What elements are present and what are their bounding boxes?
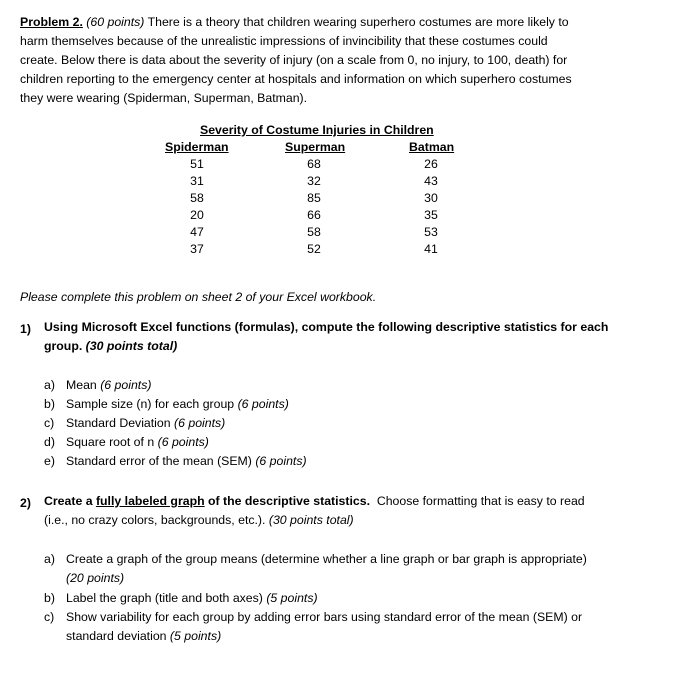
- column-header-superman: Superman: [285, 140, 346, 154]
- list-item: [44, 395, 289, 414]
- q2-total-points: (30 points total): [268, 513, 354, 527]
- list-points: (6 points): [157, 435, 209, 449]
- list-item: [44, 414, 226, 433]
- list-text: Show variability for each group by adding error bars using standard error of the mean (SEM) or: [66, 610, 583, 624]
- list-text: Standard error of the mean (SEM): [66, 454, 256, 468]
- list-letter: a): [44, 378, 55, 392]
- list-letter: d): [44, 435, 55, 449]
- table-cell: 51: [190, 157, 204, 171]
- q2-line-1-emphasis: fully labeled graph: [95, 494, 205, 508]
- list-item: [44, 589, 318, 608]
- intro-line-1: [20, 13, 610, 32]
- column-header-spiderman: Spiderman: [165, 140, 229, 154]
- list-points: (6 points): [237, 397, 289, 411]
- list-item: [44, 376, 152, 395]
- q2-line-1-a: Create a: [44, 494, 96, 508]
- intro-line-5: they were wearing (Spiderman, Superman, Batman).: [20, 91, 308, 105]
- list-points: (6 points): [100, 378, 152, 392]
- list-item: [44, 608, 583, 627]
- list-text: Square root of n: [66, 435, 158, 449]
- intro-line-2: harm themselves because of the unrealistic impressions of invincibility that these costumes could: [20, 34, 548, 48]
- table-cell: 30: [424, 191, 438, 205]
- list-item: [44, 550, 587, 569]
- q2-number: 2): [20, 496, 31, 510]
- excel-note: Please complete this problem on sheet 2 of your Excel workbook.: [20, 290, 377, 304]
- table-cell: 31: [190, 174, 204, 188]
- list-points: (5 points): [169, 629, 222, 643]
- q1-total-points: (30 points total): [82, 339, 178, 353]
- q2-line-1-c: of the descriptive statistics.: [204, 494, 370, 508]
- q2-line-2-a: (i.e., no crazy colors, backgrounds, etc.).: [44, 513, 269, 527]
- list-points: (20 points): [66, 571, 125, 585]
- table-cell: 66: [307, 208, 321, 222]
- intro-line-4: children reporting to the emergency center at hospitals and information on which superhero costumes: [20, 72, 572, 86]
- list-text: Sample size (n) for each group: [66, 397, 238, 411]
- table-cell: 41: [424, 242, 438, 256]
- list-text: Mean: [66, 378, 101, 392]
- list-letter: c): [44, 610, 55, 624]
- q2-line-1: [44, 492, 585, 511]
- table-cell: 32: [307, 174, 321, 188]
- list-letter: b): [44, 397, 55, 411]
- column-header-batman: Batman: [409, 140, 455, 154]
- list-letter: c): [44, 416, 55, 430]
- list-text: Standard Deviation: [66, 416, 175, 430]
- list-letter: b): [44, 591, 55, 605]
- table-cell: 53: [424, 225, 438, 239]
- q1-line-2: [44, 337, 177, 356]
- table-cell: 85: [307, 191, 321, 205]
- table-title: Severity of Costume Injuries in Children: [200, 123, 434, 137]
- table-cell: 43: [424, 174, 438, 188]
- table-cell: 26: [424, 157, 438, 171]
- q2-line-1-d: Choose formatting that is easy to read: [370, 494, 585, 508]
- list-text: standard deviation: [66, 629, 170, 643]
- list-points: (6 points): [174, 416, 226, 430]
- problem-label: Problem 2.: [20, 15, 83, 29]
- list-text: Label the graph (title and both axes): [66, 591, 267, 605]
- table-cell: 58: [307, 225, 321, 239]
- problem-intro: [20, 13, 610, 108]
- intro-line-3: create. Below there is data about the severity of injury (on a scale from 0, no injury, to 100, death) for: [20, 53, 568, 67]
- list-item: [44, 452, 307, 471]
- list-item-continued: [66, 627, 221, 646]
- q2-line-2: [44, 511, 354, 530]
- table-cell: 37: [190, 242, 204, 256]
- q1-number: 1): [20, 322, 31, 336]
- list-item: [44, 433, 209, 452]
- list-points: (5 points): [266, 591, 318, 605]
- list-text: Create a graph of the group means (determine whether a line graph or bar graph is appropriate): [66, 552, 587, 566]
- q1-line-2-bold: group.: [44, 339, 83, 353]
- list-letter: e): [44, 454, 55, 468]
- list-letter: a): [44, 552, 55, 566]
- q1-line-1: Using Microsoft Excel functions (formulas), compute the following descriptive statistics for each: [44, 320, 609, 334]
- table-cell: 35: [424, 208, 438, 222]
- problem-points: (60 points): [86, 15, 145, 29]
- table-cell: 47: [190, 225, 204, 239]
- intro-text-1: There is a theory that children wearing superhero costumes are more likely to: [144, 15, 569, 29]
- table-cell: 20: [190, 208, 204, 222]
- table-cell: 68: [307, 157, 321, 171]
- table-cell: 52: [307, 242, 321, 256]
- table-cell: 58: [190, 191, 204, 205]
- list-points: (6 points): [255, 454, 307, 468]
